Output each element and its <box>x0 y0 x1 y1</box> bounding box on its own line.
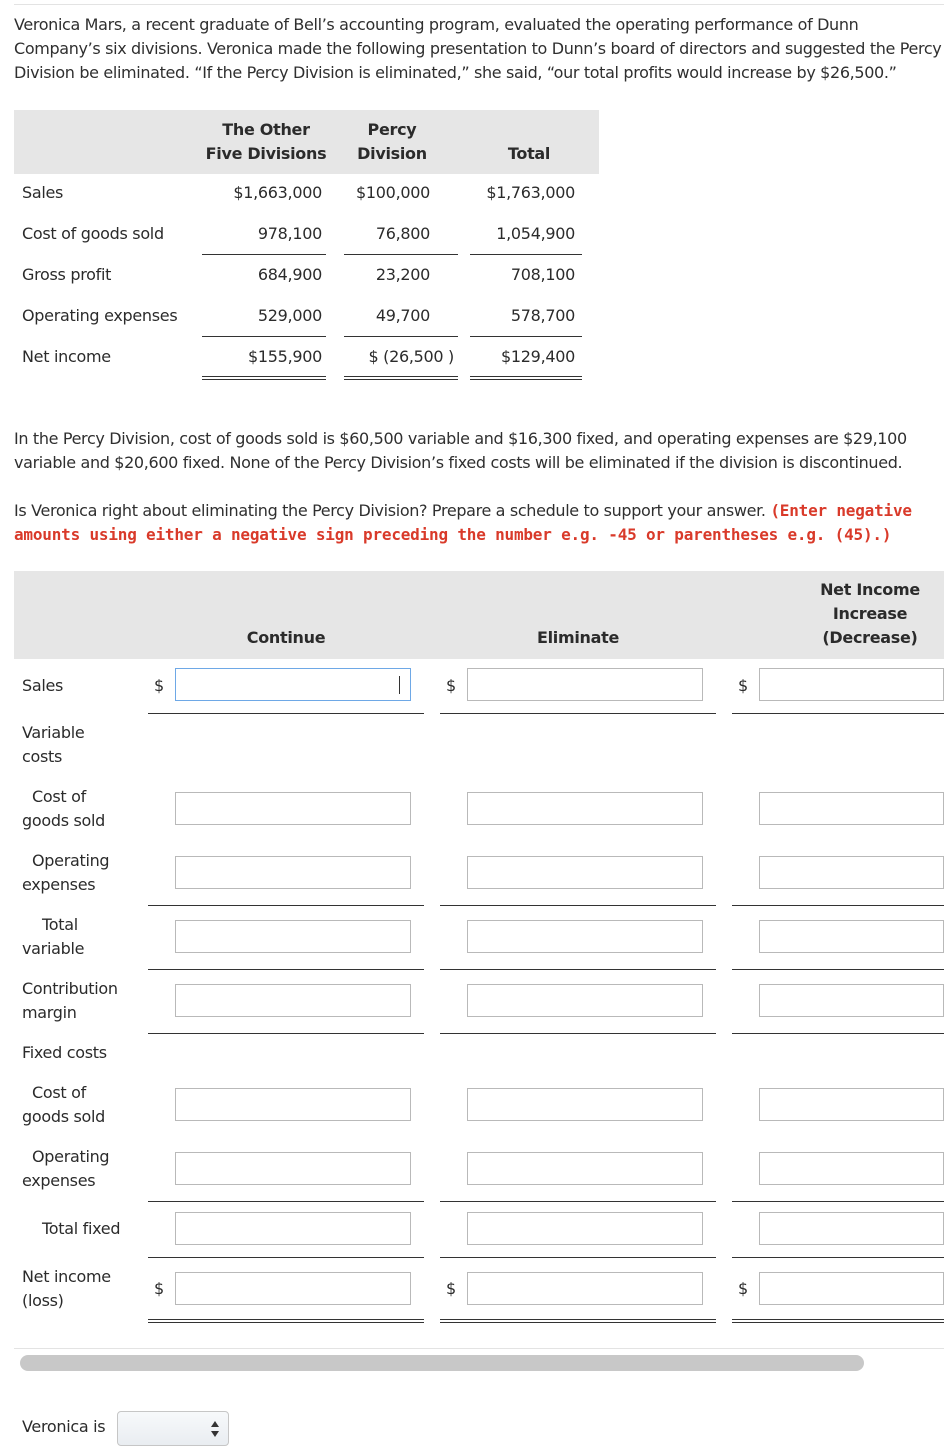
contribution-margin-continue-input[interactable] <box>175 984 411 1017</box>
label-line: expenses <box>22 875 96 894</box>
label-line: margin <box>22 1003 77 1022</box>
cell-percy-net-income: $ (26,500 ) <box>368 347 454 366</box>
cell-total-net-income: $129,400 <box>501 347 575 366</box>
header-total: Total <box>507 144 551 163</box>
text-cursor <box>399 676 400 694</box>
label-line: Contribution <box>22 979 118 998</box>
total-fixed-net-input[interactable] <box>759 1212 944 1245</box>
var-opex-eliminate-input[interactable] <box>467 856 703 889</box>
header-other-divisions <box>200 118 332 166</box>
net-income-net-input[interactable] <box>759 1272 944 1305</box>
rule <box>732 1201 944 1202</box>
label-line: Cost of <box>32 787 86 806</box>
header-net-income-change <box>800 578 940 650</box>
net-income-continue-input[interactable] <box>175 1272 411 1305</box>
var-opex-net-input[interactable] <box>759 856 944 889</box>
fix-opex-eliminate-input[interactable] <box>467 1152 703 1185</box>
fix-opex-continue-input[interactable] <box>175 1152 411 1185</box>
var-cogs-eliminate-input[interactable] <box>467 792 703 825</box>
rule <box>440 1257 716 1258</box>
rule <box>440 905 716 906</box>
cell-percy-operating-expenses: 49,700 <box>375 306 430 325</box>
schedule-label-fix-cogs <box>22 1081 105 1129</box>
header-other-line2: Five Divisions <box>205 144 327 163</box>
row-label-gross-profit: Gross profit <box>22 265 112 284</box>
schedule-label-sales: Sales <box>22 676 64 695</box>
rule <box>344 254 458 255</box>
cell-total-gross-profit: 708,100 <box>510 265 575 284</box>
rule <box>148 1257 424 1258</box>
rule <box>202 336 326 337</box>
cell-percy-cogs: 76,800 <box>375 224 430 243</box>
cell-other-gross-profit: 684,900 <box>257 265 322 284</box>
rule <box>732 969 944 970</box>
label-line: Operating <box>32 851 110 870</box>
conclusion-label: Veronica is <box>22 1417 106 1436</box>
schedule-label-var-opex <box>22 849 109 897</box>
label-line: Operating <box>32 1147 110 1166</box>
header-net-line3: (Decrease) <box>822 628 918 647</box>
rule <box>440 713 716 714</box>
row-label-net-income: Net income <box>22 347 111 366</box>
dollar-sign: $ <box>446 1279 457 1298</box>
rule <box>732 1033 944 1034</box>
total-variable-eliminate-input[interactable] <box>467 920 703 953</box>
rule <box>440 969 716 970</box>
double-rule <box>148 1319 424 1323</box>
schedule-label-variable-costs <box>22 721 84 769</box>
schedule-label-var-cogs <box>22 785 105 833</box>
rule <box>148 1201 424 1202</box>
var-cogs-net-input[interactable] <box>759 792 944 825</box>
var-cogs-continue-input[interactable] <box>175 792 411 825</box>
fix-opex-net-input[interactable] <box>759 1152 944 1185</box>
header-other-line1: The Other <box>222 120 310 139</box>
cell-total-sales: $1,763,000 <box>486 183 575 202</box>
question-paragraph <box>14 499 944 547</box>
label-line: Cost of <box>32 1083 86 1102</box>
rule <box>148 713 424 714</box>
header-eliminate: Eliminate <box>536 628 620 647</box>
label-line: goods sold <box>22 811 106 830</box>
label-line: variable <box>22 939 85 958</box>
horizontal-scrollbar[interactable] <box>20 1355 864 1371</box>
double-rule <box>344 376 458 380</box>
dollar-sign: $ <box>738 676 749 695</box>
label-line: Variable <box>22 723 85 742</box>
header-net-line1: Net Income <box>820 580 920 599</box>
cell-other-cogs: 978,100 <box>257 224 322 243</box>
rule <box>440 1201 716 1202</box>
net-income-eliminate-input[interactable] <box>467 1272 703 1305</box>
rule <box>148 969 424 970</box>
schedule-label-total-variable <box>22 913 84 961</box>
sales-continue-input[interactable] <box>175 668 411 701</box>
double-rule <box>470 376 582 380</box>
contribution-margin-net-input[interactable] <box>759 984 944 1017</box>
total-variable-continue-input[interactable] <box>175 920 411 953</box>
schedule-label-fix-opex <box>22 1145 109 1193</box>
dollar-sign: $ <box>154 676 165 695</box>
sales-eliminate-input[interactable] <box>467 668 703 701</box>
label-line: expenses <box>22 1171 96 1190</box>
rule <box>344 336 458 337</box>
cell-total-cogs: 1,054,900 <box>496 224 575 243</box>
header-net-line2: Increase <box>832 604 908 623</box>
question-hint: (Enter negative amounts using either a negative sign preceding the number e.g. -45 or parentheses e.g. (45).) <box>14 501 912 544</box>
rule <box>148 905 424 906</box>
fix-cogs-net-input[interactable] <box>759 1088 944 1121</box>
top-divider <box>14 4 944 5</box>
fix-cogs-eliminate-input[interactable] <box>467 1088 703 1121</box>
label-line: Total <box>42 915 78 934</box>
schedule-label-total-fixed: Total fixed <box>42 1219 121 1238</box>
double-rule <box>202 376 326 380</box>
row-label-sales: Sales <box>22 183 64 202</box>
dollar-sign: $ <box>154 1279 165 1298</box>
contribution-margin-eliminate-input[interactable] <box>467 984 703 1017</box>
header-percy-line1: Percy <box>367 120 417 139</box>
rule <box>440 1033 716 1034</box>
schedule-label-net-income <box>22 1265 111 1313</box>
double-rule <box>440 1319 716 1323</box>
dollar-sign: $ <box>446 676 457 695</box>
total-fixed-eliminate-input[interactable] <box>467 1212 703 1245</box>
header-percy-line2: Division <box>357 144 427 163</box>
rule <box>732 905 944 906</box>
rule <box>148 1033 424 1034</box>
rule <box>470 254 582 255</box>
label-line: Net income <box>22 1267 111 1286</box>
cell-other-sales: $1,663,000 <box>233 183 322 202</box>
question-text: Is Veronica right about eliminating the Percy Division? Prepare a schedule to support your answer. <box>14 501 771 520</box>
double-rule <box>732 1319 944 1323</box>
rule <box>470 336 582 337</box>
rule <box>732 1257 944 1258</box>
rule <box>732 713 944 714</box>
schedule-label-fixed-costs: Fixed costs <box>22 1043 107 1062</box>
row-label-operating-expenses: Operating expenses <box>22 306 178 325</box>
row-label-cogs: Cost of goods sold <box>22 224 164 243</box>
fix-cogs-continue-input[interactable] <box>175 1088 411 1121</box>
header-percy-division <box>346 118 438 166</box>
rule <box>202 254 326 255</box>
label-line: costs <box>22 747 63 766</box>
label-line: (loss) <box>22 1291 64 1310</box>
cell-total-operating-expenses: 578,700 <box>510 306 575 325</box>
intro-paragraph: Veronica Mars, a recent graduate of Bell’s accounting program, evaluated the operating performance of Dunn Company’s six divisions. Veronica made the following presentation to Dunn’s board of directors and suggested the Percy Division be eliminated. “If the Percy Division is eliminated,” she said, “our total profits would increase by $26,500.” <box>14 15 942 82</box>
var-opex-continue-input[interactable] <box>175 856 411 889</box>
sales-net-input[interactable] <box>759 668 944 701</box>
cost-paragraph: In the Percy Division, cost of goods sold is $60,500 variable and $16,300 fixed, and operating expenses are $29,100 variable and $20,600 fixed. None of the Percy Division’s fixed costs will be eliminated if the division is discontinued. <box>14 429 907 472</box>
cell-other-net-income: $155,900 <box>248 347 322 366</box>
header-continue: Continue <box>246 628 326 647</box>
label-line: goods sold <box>22 1107 106 1126</box>
total-variable-net-input[interactable] <box>759 920 944 953</box>
conclusion-select[interactable] <box>117 1411 229 1446</box>
total-fixed-continue-input[interactable] <box>175 1212 411 1245</box>
cell-other-operating-expenses: 529,000 <box>257 306 322 325</box>
schedule-label-contribution-margin <box>22 977 118 1025</box>
scroll-track <box>14 1348 944 1349</box>
select-arrows-icon <box>210 1420 220 1438</box>
dollar-sign: $ <box>738 1279 749 1298</box>
cell-percy-sales: $100,000 <box>356 183 430 202</box>
cell-percy-gross-profit: 23,200 <box>375 265 430 284</box>
